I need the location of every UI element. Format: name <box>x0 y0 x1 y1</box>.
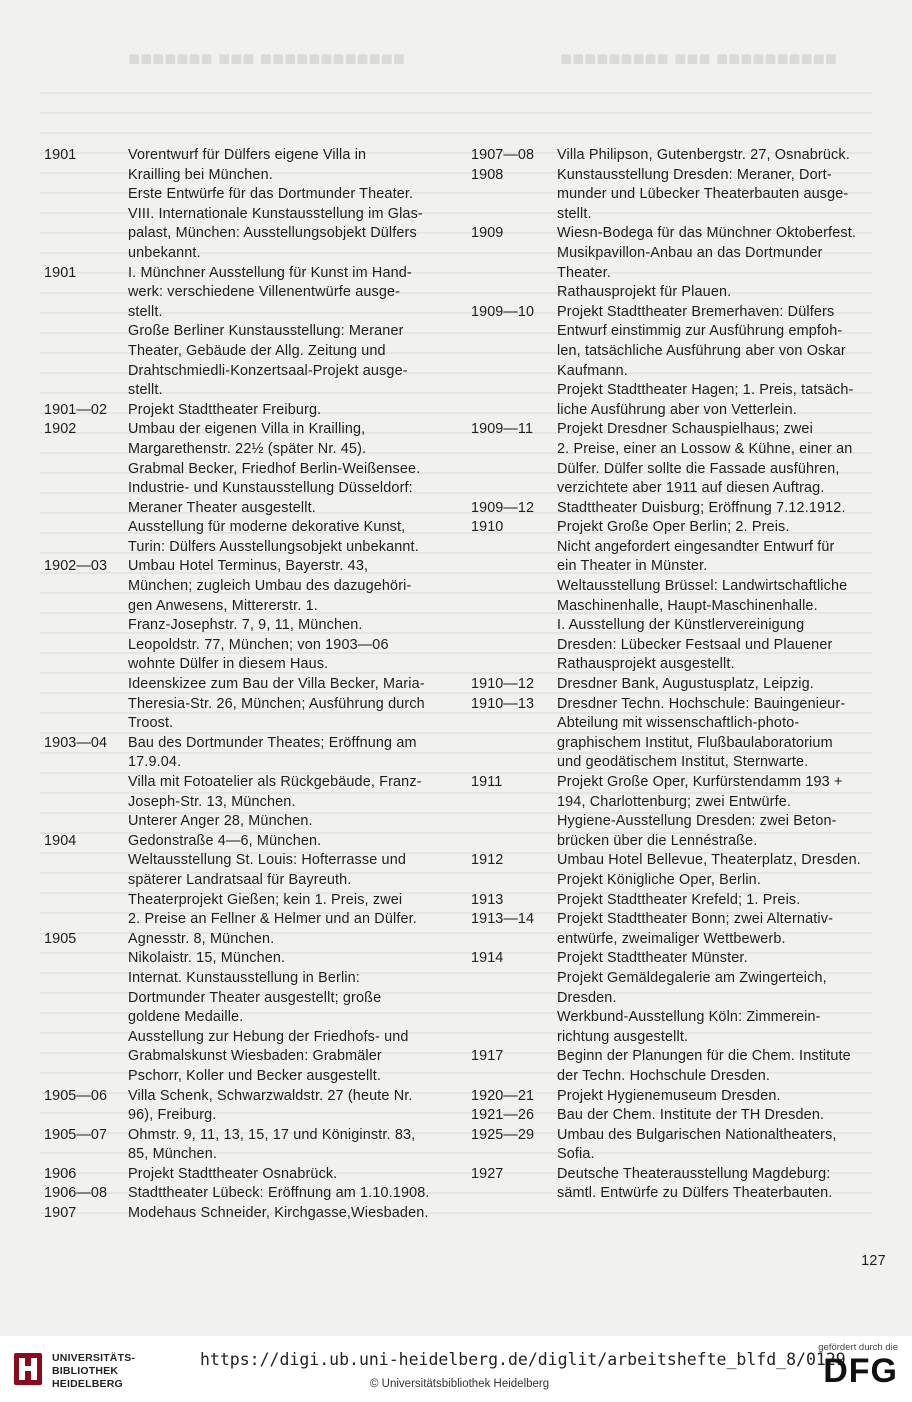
entry-text-line: Sofia. <box>557 1146 595 1163</box>
ub-heidelberg-logo[interactable] <box>14 1350 194 1390</box>
entry-year: 1909—11 <box>471 421 534 438</box>
entry-text-line: Maschinenhalle, Haupt-Maschinenhalle. <box>557 597 818 614</box>
entry-text-line: verzichtete aber 1911 auf diesen Auftrag. <box>557 480 825 497</box>
entry-year: 1901 <box>44 264 77 281</box>
chronology-entry <box>471 1047 881 1086</box>
entry-text-line: Turin: Dülfers Ausstellungsobjekt unbekannt. <box>128 538 419 555</box>
entry-text-line: stellt. <box>557 205 592 222</box>
entry-description <box>557 303 881 421</box>
entry-year: 1913—14 <box>471 911 535 928</box>
dfg-funding-logo[interactable] <box>808 1342 898 1398</box>
permalink-url[interactable]: https://digi.ub.uni-heidelberg.de/diglit/arbeitshefte_blfd_8/0129 <box>200 1350 846 1369</box>
entry-text-line: Stadttheater Duisburg; Eröffnung 7.12.1912. <box>557 499 846 516</box>
entry-year: 1909 <box>471 225 504 242</box>
entry-year: 1901 <box>44 147 77 163</box>
entry-text-line: Nikolaistr. 15, München. <box>128 950 286 967</box>
entry-text-line: Villa Schenk, Schwarzwaldstr. 27 (heute Nr. <box>128 1087 413 1104</box>
entry-text-line: Theater. <box>557 264 611 281</box>
entry-text-line: München; zugleich Umbau des dazugehöri- <box>128 578 412 595</box>
entry-text-line: ein Theater in Münster. <box>557 558 708 575</box>
entry-description <box>128 930 454 1087</box>
chronology-entry <box>471 1165 881 1204</box>
chronology-entry <box>44 734 454 832</box>
chronology-entry <box>44 557 454 733</box>
entry-text-line: Stadttheater Lübeck: Eröffnung am 1.10.1908. <box>128 1185 430 1202</box>
page-number: 127 <box>861 1253 886 1269</box>
entry-text-line: gen Anwesens, Mittererstr. 1. <box>128 597 318 614</box>
entry-description <box>557 695 881 773</box>
entry-text-line: wohnte Dülfer in diesem Haus. <box>128 656 329 673</box>
entry-text-line: Projekt Stadttheater Freiburg. <box>128 401 322 418</box>
entry-year: 1909—10 <box>471 303 535 320</box>
entry-text-line: Agnesstr. 8, München. <box>128 930 275 947</box>
chronology-entry <box>471 891 881 911</box>
chronology-entry <box>471 420 881 498</box>
entry-description <box>557 675 881 695</box>
entry-text-line: Ausstellung zur Hebung der Friedhofs- und <box>128 1028 409 1045</box>
entry-text-line: Erste Entwürfe für das Dortmunder Theater. <box>128 186 414 203</box>
entry-description <box>557 1047 881 1086</box>
entry-text-line: stellt. <box>128 382 163 399</box>
entry-year: 1906—08 <box>44 1185 108 1202</box>
chronology-entry <box>44 832 454 930</box>
entry-description <box>557 420 881 498</box>
chronology-entry <box>471 1087 881 1107</box>
chronology-right-column <box>471 146 881 1204</box>
entry-text-line: Projekt Stadttheater Osnabrück. <box>128 1165 338 1182</box>
entry-text-line: Vorentwurf für Dülfers eigene Villa in <box>128 147 367 163</box>
entry-year: 1905 <box>44 930 77 947</box>
entry-year: 1905—07 <box>44 1126 108 1143</box>
entry-year: 1902—03 <box>44 558 108 575</box>
entry-description <box>557 518 881 675</box>
chronology-entry <box>44 264 454 401</box>
entry-text-line: Kaufmann. <box>557 362 628 379</box>
entry-description <box>128 401 454 421</box>
entry-text-line: richtung ausgestellt. <box>557 1028 689 1045</box>
chronology-entry <box>44 1165 454 1185</box>
entry-year: 1910—12 <box>471 676 535 693</box>
chronology-entry <box>44 1204 454 1224</box>
entry-year: 1903—04 <box>44 734 108 751</box>
entry-text-line: Dresdner Bank, Augustusplatz, Leipzig. <box>557 676 814 693</box>
chronology-entry <box>471 499 881 519</box>
entry-text-line: Margarethenstr. 22½ (später Nr. 45). <box>128 440 367 457</box>
entry-text-line: Deutsche Theaterausstellung Magdeburg: <box>557 1165 831 1182</box>
dfg-caption: gefördert durch die <box>818 1342 898 1353</box>
library-name-line2: BIBLIOTHEK <box>52 1365 119 1377</box>
entry-text-line: Projekt Königliche Oper, Berlin. <box>557 871 761 888</box>
entry-text-line: Umbau der eigenen Villa in Krailling, <box>128 421 366 438</box>
entry-text-line: Umbau Hotel Bellevue, Theaterplatz, Dresden. <box>557 852 861 869</box>
entry-text-line: Modehaus Schneider, Kirchgasse,Wiesbaden. <box>128 1205 429 1222</box>
entry-text-line: Villa mit Fotoatelier als Rückgebäude, Franz- <box>128 774 422 790</box>
entry-text-line: 2. Preise an Fellner & Helmer und an Dülfer. <box>128 911 417 928</box>
chronology-left-column <box>44 146 454 1224</box>
chronology-entry <box>471 1106 881 1126</box>
entry-text-line: palast, München: Ausstellungsobjekt Dülfers <box>128 225 417 242</box>
chronology-entry <box>471 675 881 695</box>
chronology-entry <box>471 166 881 225</box>
entry-description <box>557 166 881 225</box>
entry-text-line: Joseph-Str. 13, München. <box>128 793 296 810</box>
entry-description <box>128 1087 454 1126</box>
entry-text-line: Bau der Chem. Institute der TH Dresden. <box>557 1107 825 1124</box>
entry-text-line: werk: verschiedene Villenentwürfe ausge- <box>128 284 401 301</box>
entry-text-line: Entwurf einstimmig zur Ausführung empfoh- <box>557 323 843 340</box>
entry-text-line: Unterer Anger 28, München. <box>128 813 313 830</box>
entry-text-line: Ideenskizee zum Bau der Villa Becker, Maria- <box>128 676 425 693</box>
entry-text-line: 2. Preise, einer an Lossow & Kühne, einer an <box>557 440 853 457</box>
entry-text-line: 85, München. <box>128 1146 218 1163</box>
chronology-entry <box>471 695 881 773</box>
entry-text-line: Weltausstellung St. Louis: Hofterrasse und <box>128 852 407 869</box>
entry-year: 1905—06 <box>44 1087 108 1104</box>
entry-description <box>128 1184 454 1204</box>
chronology-entry <box>471 773 881 851</box>
entry-text-line: Dresden. <box>557 989 617 1006</box>
entry-text-line: entwürfe, zweimaliger Wettbewerb. <box>557 930 786 947</box>
entry-text-line: graphischem Institut, Flußbaulaboratorium <box>557 734 833 751</box>
entry-text-line: I. Münchner Ausstellung für Kunst im Hand- <box>128 264 412 281</box>
entry-text-line: Projekt Stadttheater Krefeld; 1. Preis. <box>557 891 801 908</box>
entry-text-line: len, tatsächliche Ausführung aber von Oskar <box>557 342 846 359</box>
entry-text-line: Abteilung mit wissenschaftlich-photo- <box>557 715 800 732</box>
entry-description <box>128 734 454 832</box>
entry-text-line: Projekt Hygienemuseum Dresden. <box>557 1087 781 1104</box>
chronology-entry <box>471 146 881 166</box>
entry-year: 1927 <box>471 1165 504 1182</box>
dfg-logo-text: DFG <box>823 1352 898 1390</box>
entry-text-line: Dresdner Techn. Hochschule: Bauingenieur- <box>557 695 846 712</box>
entry-year: 1906 <box>44 1165 77 1182</box>
entry-text-line: Große Berliner Kunstausstellung: Meraner <box>128 323 404 340</box>
chronology-entry <box>44 146 454 264</box>
entry-description <box>557 851 881 890</box>
chronology-entry <box>44 1087 454 1126</box>
entry-description <box>557 499 881 519</box>
entry-text-line: Theater, Gebäude der Allg. Zeitung und <box>128 342 386 359</box>
entry-text-line: Projekt Stadttheater Hagen; 1. Preis, tatsäch- <box>557 382 854 399</box>
entry-text-line: Grabmal Becker, Friedhof Berlin-Weißensee. <box>128 460 421 477</box>
entry-text-line: Grabmalskunst Wiesbaden: Grabmäler <box>128 1048 382 1065</box>
chronology-entry <box>44 930 454 1087</box>
entry-text-line: Kunstausstellung Dresden: Meraner, Dort- <box>557 166 832 183</box>
entry-text-line: Werkbund-Ausstellung Köln: Zimmerein- <box>557 1009 821 1026</box>
entry-year: 1904 <box>44 832 77 849</box>
entry-year: 1912 <box>471 852 504 869</box>
entry-text-line: 194, Charlottenburg; zwei Entwürfe. <box>557 793 792 810</box>
entry-description <box>128 557 454 733</box>
entry-year: 1909—12 <box>471 499 535 516</box>
entry-description <box>557 910 881 949</box>
entry-text-line: Internat. Kunstausstellung in Berlin: <box>128 969 360 986</box>
entry-text-line: Projekt Stadttheater Bremerhaven: Dülfers <box>557 303 835 320</box>
entry-year: 1908 <box>471 166 504 183</box>
chronology-entry <box>471 910 881 949</box>
bleed-through-heading-left: ■■■■■■■ ■■■ ■■■■■■■■■■■■ <box>128 48 405 70</box>
chronology-entry <box>44 420 454 557</box>
chronology-entry <box>471 224 881 302</box>
entry-text-line: Projekt Große Oper Berlin; 2. Preis. <box>557 519 790 536</box>
entry-year: 1914 <box>471 950 504 967</box>
entry-description <box>557 1106 881 1126</box>
chronology-entry <box>471 1126 881 1165</box>
entry-text-line: VIII. Internationale Kunstausstellung im Glas- <box>128 205 423 222</box>
entry-year: 1910—13 <box>471 695 535 712</box>
library-name-line3: HEIDELBERG <box>52 1378 123 1390</box>
entry-description <box>557 224 881 302</box>
entry-text-line: Projekt Gemäldegalerie am Zwingerteich, <box>557 969 827 986</box>
entry-text-line: Bau des Dortmunder Theates; Eröffnung am <box>128 734 417 751</box>
entry-year: 1913 <box>471 891 504 908</box>
entry-text-line: Projekt Große Oper, Kurfürstendamm 193 + <box>557 774 843 790</box>
entry-description <box>557 1165 881 1204</box>
entry-text-line: Rathausprojekt ausgestellt. <box>557 656 735 673</box>
chronology-entry <box>44 401 454 421</box>
library-seal-icon <box>14 1353 42 1385</box>
entry-text-line: Projekt Dresdner Schauspielhaus; zwei <box>557 421 813 438</box>
entry-year: 1921—26 <box>471 1107 535 1124</box>
entry-text-line: sämtl. Entwürfe zu Dülfers Theaterbauten. <box>557 1185 833 1202</box>
entry-text-line: Beginn der Planungen für die Chem. Institute <box>557 1048 851 1065</box>
entry-text-line: Umbau des Bulgarischen Nationaltheaters, <box>557 1126 837 1143</box>
entry-text-line: Projekt Stadttheater Bonn; zwei Alternativ- <box>557 911 834 928</box>
entry-text-line: Rathausprojekt für Plauen. <box>557 284 732 301</box>
chronology-entry <box>471 949 881 1047</box>
entry-year: 1920—21 <box>471 1087 535 1104</box>
entry-text-line: unbekannt. <box>128 244 201 261</box>
entry-year: 1907—08 <box>471 147 535 163</box>
chronology-entry <box>44 1126 454 1165</box>
entry-text-line: Umbau Hotel Terminus, Bayerstr. 43, <box>128 558 369 575</box>
entry-text-line: Industrie- und Kunstausstellung Düsseldorf: <box>128 480 413 497</box>
entry-text-line: Pschorr, Koller und Becker ausgestellt. <box>128 1067 382 1084</box>
entry-description <box>128 1165 454 1185</box>
entry-text-line: Musikpavillon-Anbau an das Dortmunder <box>557 244 823 261</box>
entry-text-line: Nicht angefordert eingesandter Entwurf für <box>557 538 835 555</box>
entry-text-line: Gedonstraße 4—6, München. <box>128 832 322 849</box>
entry-description <box>557 773 881 851</box>
entry-year: 1902 <box>44 421 77 438</box>
entry-year: 1925—29 <box>471 1126 535 1143</box>
entry-year: 1907 <box>44 1205 77 1222</box>
viewer-footer <box>0 1336 912 1402</box>
bleed-through-heading-right: ■■■■■■■■■ ■■■ ■■■■■■■■■■ <box>560 48 837 70</box>
entry-text-line: und geodätischem Institut, Sternwarte. <box>557 754 809 771</box>
entry-description <box>557 1126 881 1165</box>
entry-text-line: Meraner Theater ausgestellt. <box>128 499 316 516</box>
entry-text-line: Theaterprojekt Gießen; kein 1. Preis, zwei <box>128 891 403 908</box>
entry-description <box>557 1087 881 1107</box>
chronology-entry <box>44 1184 454 1204</box>
entry-text-line: 96), Freiburg. <box>128 1107 217 1124</box>
entry-text-line: Ohmstr. 9, 11, 13, 15, 17 und Königinstr. 83, <box>128 1126 416 1143</box>
entry-text-line: Hygiene-Ausstellung Dresden: zwei Beton- <box>557 813 837 830</box>
entry-text-line: Leopoldstr. 77, München; von 1903—06 <box>128 636 389 653</box>
chronology-entry <box>471 851 881 890</box>
entry-text-line: Dresden: Lübecker Festsaal und Plauener <box>557 636 833 653</box>
entry-text-line: Projekt Stadttheater Münster. <box>557 950 748 967</box>
entry-text-line: liche Ausführung aber von Vetterlein. <box>557 401 797 418</box>
entry-text-line: Weltausstellung Brüssel: Landwirtschaftliche <box>557 578 848 595</box>
entry-description <box>128 1204 454 1224</box>
entry-text-line: I. Ausstellung der Künstlervereinigung <box>557 617 805 634</box>
entry-year: 1910 <box>471 519 504 536</box>
entry-description <box>557 949 881 1047</box>
entry-description <box>128 832 454 930</box>
entry-text-line: Dortmunder Theater ausgestellt; große <box>128 989 382 1006</box>
entry-year: 1917 <box>471 1048 504 1065</box>
entry-text-line: Theresia-Str. 26, München; Ausführung durch <box>128 695 425 712</box>
entry-text-line: munder und Lübecker Theaterbauten ausge- <box>557 186 849 203</box>
entry-text-line: Villa Philipson, Gutenbergstr. 27, Osnabrück. <box>557 147 850 163</box>
entry-description <box>128 146 454 264</box>
entry-year: 1911 <box>471 774 503 790</box>
entry-description <box>128 1126 454 1165</box>
entry-year: 1901—02 <box>44 401 108 418</box>
chronology-entry <box>471 518 881 675</box>
chronology-entry <box>471 303 881 421</box>
entry-text-line: Troost. <box>128 715 174 732</box>
entry-text-line: Krailling bei München. <box>128 166 273 183</box>
entry-description <box>557 891 881 911</box>
entry-text-line: Drahtschmiedli-Konzertsaal-Projekt ausge- <box>128 362 408 379</box>
entry-text-line: der Techn. Hochschule Dresden. <box>557 1067 771 1084</box>
entry-description <box>557 146 881 166</box>
entry-text-line: stellt. <box>128 303 163 320</box>
entry-text-line: Wiesn-Bodega für das Münchner Oktoberfest. <box>557 225 857 242</box>
entry-text-line: Franz-Josephstr. 7, 9, 11, München. <box>128 617 363 634</box>
copyright-notice: © Universitätsbibliothek Heidelberg <box>370 1378 550 1390</box>
entry-text-line: goldene Medaille. <box>128 1009 244 1026</box>
library-name-line1: UNIVERSITÄTS- <box>52 1352 136 1364</box>
entry-text-line: 17.9.04. <box>128 754 182 771</box>
entry-text-line: brücken über die Lennéstraße. <box>557 832 758 849</box>
entry-text-line: Dülfer. Dülfer sollte die Fassade ausführen, <box>557 460 840 477</box>
entry-description <box>128 420 454 557</box>
entry-description <box>128 264 454 401</box>
entry-text-line: späterer Landratsaal für Bayreuth. <box>128 871 352 888</box>
entry-text-line: Ausstellung für moderne dekorative Kunst, <box>128 519 406 536</box>
